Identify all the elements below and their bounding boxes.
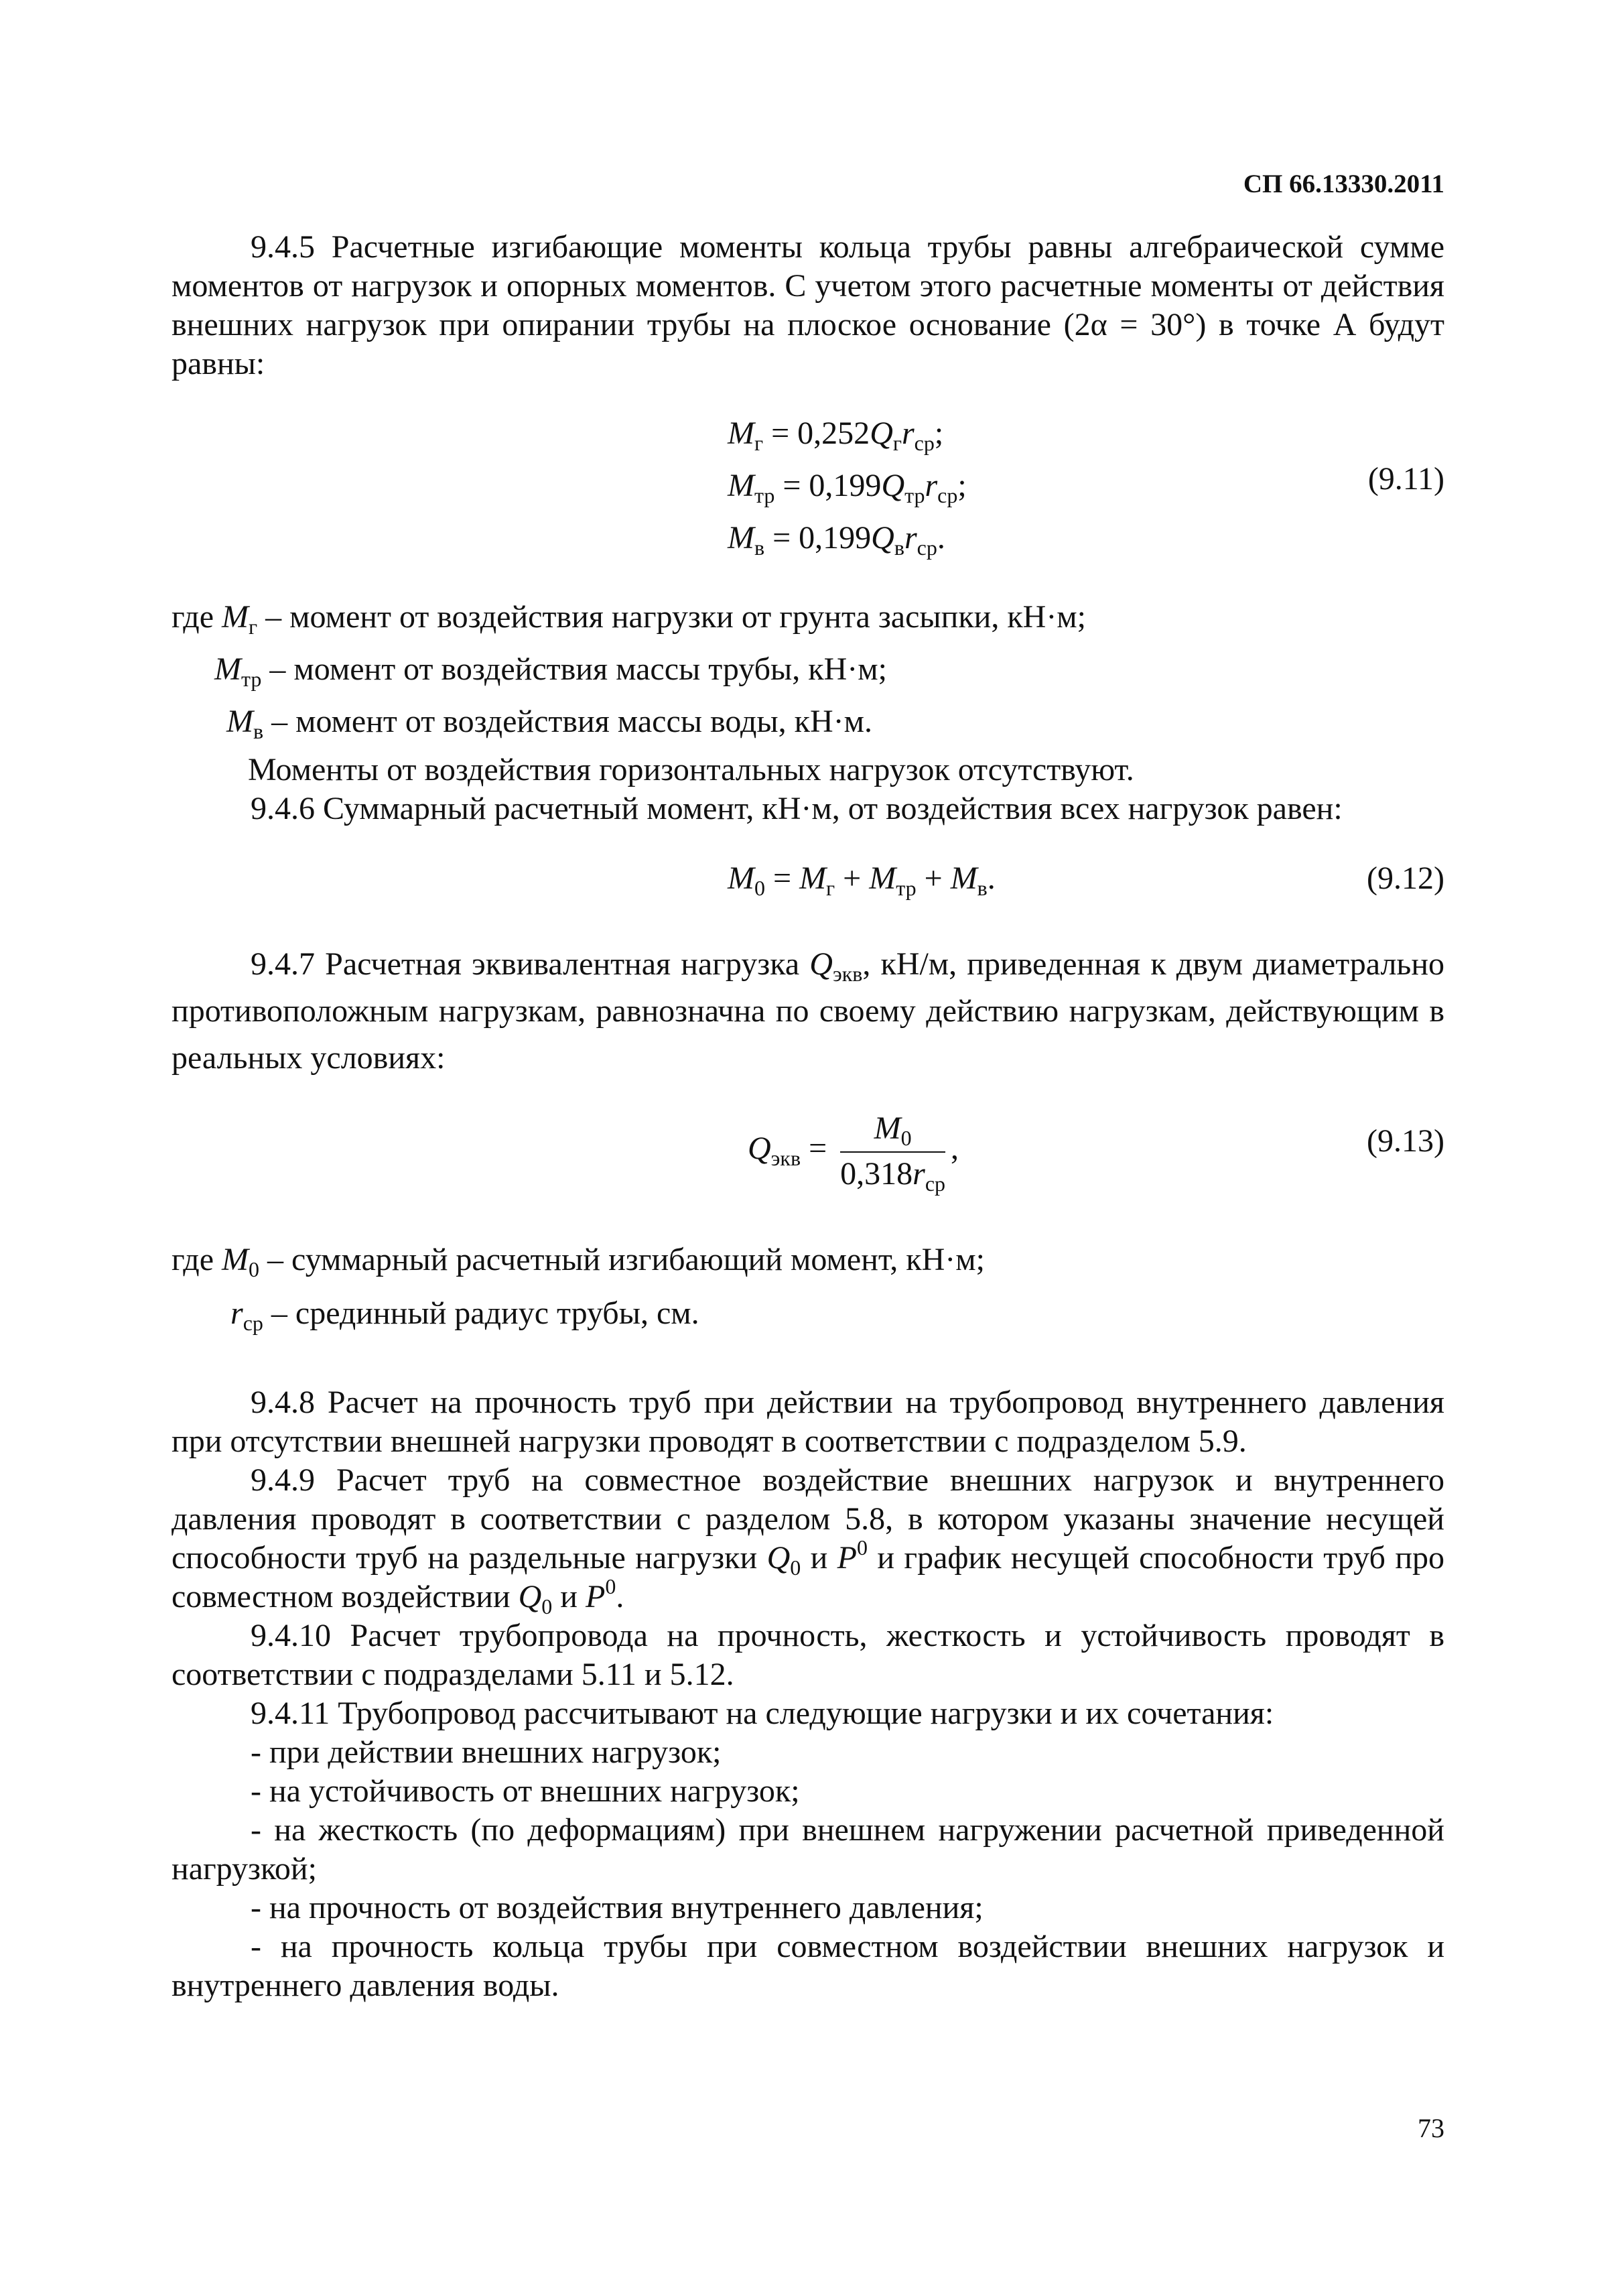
list-item: - на устойчивость от внешних нагрузок; xyxy=(251,1773,800,1809)
paragraph-9-4-6: 9.4.6 Суммарный расчетный момент, кН·м, от воздействия всех нагрузок равен: xyxy=(251,791,1343,826)
document-body xyxy=(172,228,1444,2005)
paragraph-9-4-5: 9.4.5 Расчетные изгибающие моменты кольца трубы равны алгебраической сумме моментов от нагрузок и опорных моментов. С учетом этого расчетные моменты от действия внешних нагрузок при опирании трубы на плоское основание (2α = 30°) в точке А будут равны: xyxy=(172,229,1444,381)
equation-number: (9.11) xyxy=(1367,461,1444,497)
list-item: - на прочность кольца трубы при совместном воздействии внешних нагрузок и внутреннего давления воды. xyxy=(172,1929,1444,2003)
definitions-block-2 xyxy=(172,1233,1444,1340)
paragraph-9-4-11: 9.4.11 Трубопровод рассчитывают на следующие нагрузки и их сочетания: xyxy=(251,1696,1274,1731)
list-item: - на жесткость (по деформациям) при внешнем нагружении расчетной приведенной нагрузкой; xyxy=(172,1812,1444,1887)
definition-mv: $M_в$ – момент от воздействия массы воды, кН·м. xyxy=(226,704,872,743)
document-page xyxy=(172,0,1444,2296)
equation-9-11 xyxy=(172,407,1444,564)
paragraph-9-4-8: 9.4.8 Расчет на прочность труб при действии на трубопровод внутреннего давления при отсутствии внешней нагрузки проводят в соответствии с подразделом 5.9. xyxy=(172,1385,1444,1459)
equation-line-mg: $M_г = 0,252Q_гr_{ср}$; xyxy=(728,416,944,455)
equation-number: (9.13) xyxy=(1367,1123,1444,1159)
definition-rsr: $r_{ср}$ – срединный радиус трубы, см. xyxy=(230,1295,699,1335)
definition-mtr: $M_{тр}$ – момент от воздействия массы трубы, кН·м; xyxy=(214,651,887,691)
paragraph-9-4-7: 9.4.7 Расчетная эквивалентная нагрузка $Q_{экв}$, кН/м, приведенная к двум диаметрально противоположным нагрузкам, равнозначна по своему действию нагрузкам, действующим в реальных условиях: xyxy=(172,946,1445,1076)
page-number: 73 xyxy=(1418,2113,1444,2143)
paragraph-9-4-10: 9.4.10 Расчет трубопровода на прочность, жесткость и устойчивость проводят в соответствии с подразделами 5.11 и 5.12. xyxy=(172,1618,1444,1692)
equation-line-mv: $M_в = 0,199Q_вr_{ср}$. xyxy=(728,520,945,560)
paragraph-horizontal-moments: Моменты от воздействия горизонтальных нагрузок отсутствуют. xyxy=(248,752,1134,787)
equation-line-mtr: $M_{тр} = 0,199Q_{тр}r_{ср}$; xyxy=(728,468,967,507)
document-code-header: СП 66.13330.2011 xyxy=(1243,170,1444,198)
definitions-block-1 xyxy=(172,591,1444,748)
list-item: - при действии внешних нагрузок; xyxy=(251,1734,722,1770)
equation-9-13: $Q_{экв}$ = $\frac{M_0}{0,318r_{ср}}$ , (9.13) xyxy=(172,1108,1444,1209)
list-item: - на прочность от воздействия внутреннего давления; xyxy=(251,1890,984,1925)
fraction: $\frac{M_0}{0,318r_{ср}}$ xyxy=(840,1108,945,1194)
equation-9-12: $M_0 = M_г + M_{тр} + M_в$. (9.12) xyxy=(172,855,1444,902)
definition-mg: где $M_г$ – момент от воздействия нагрузки от грунта засыпки, кН·м; xyxy=(172,599,1087,639)
equation-number: (9.12) xyxy=(1367,860,1444,896)
definition-m0: где $M_0$ – суммарный расчетный изгибающий момент, кН·м; xyxy=(172,1242,985,1281)
paragraph-9-4-9: 9.4.9 Расчет труб на совместное воздействие внешних нагрузок и внутреннего давления проводят в соответствии с разделом 5.8, в котором указаны значение несущей способности труб на раздельные нагрузки $Q_0$ и $P^0$ и график несущей способности труб про совместном воздействии $Q_0$ и $P^0$. xyxy=(172,1462,1445,1618)
